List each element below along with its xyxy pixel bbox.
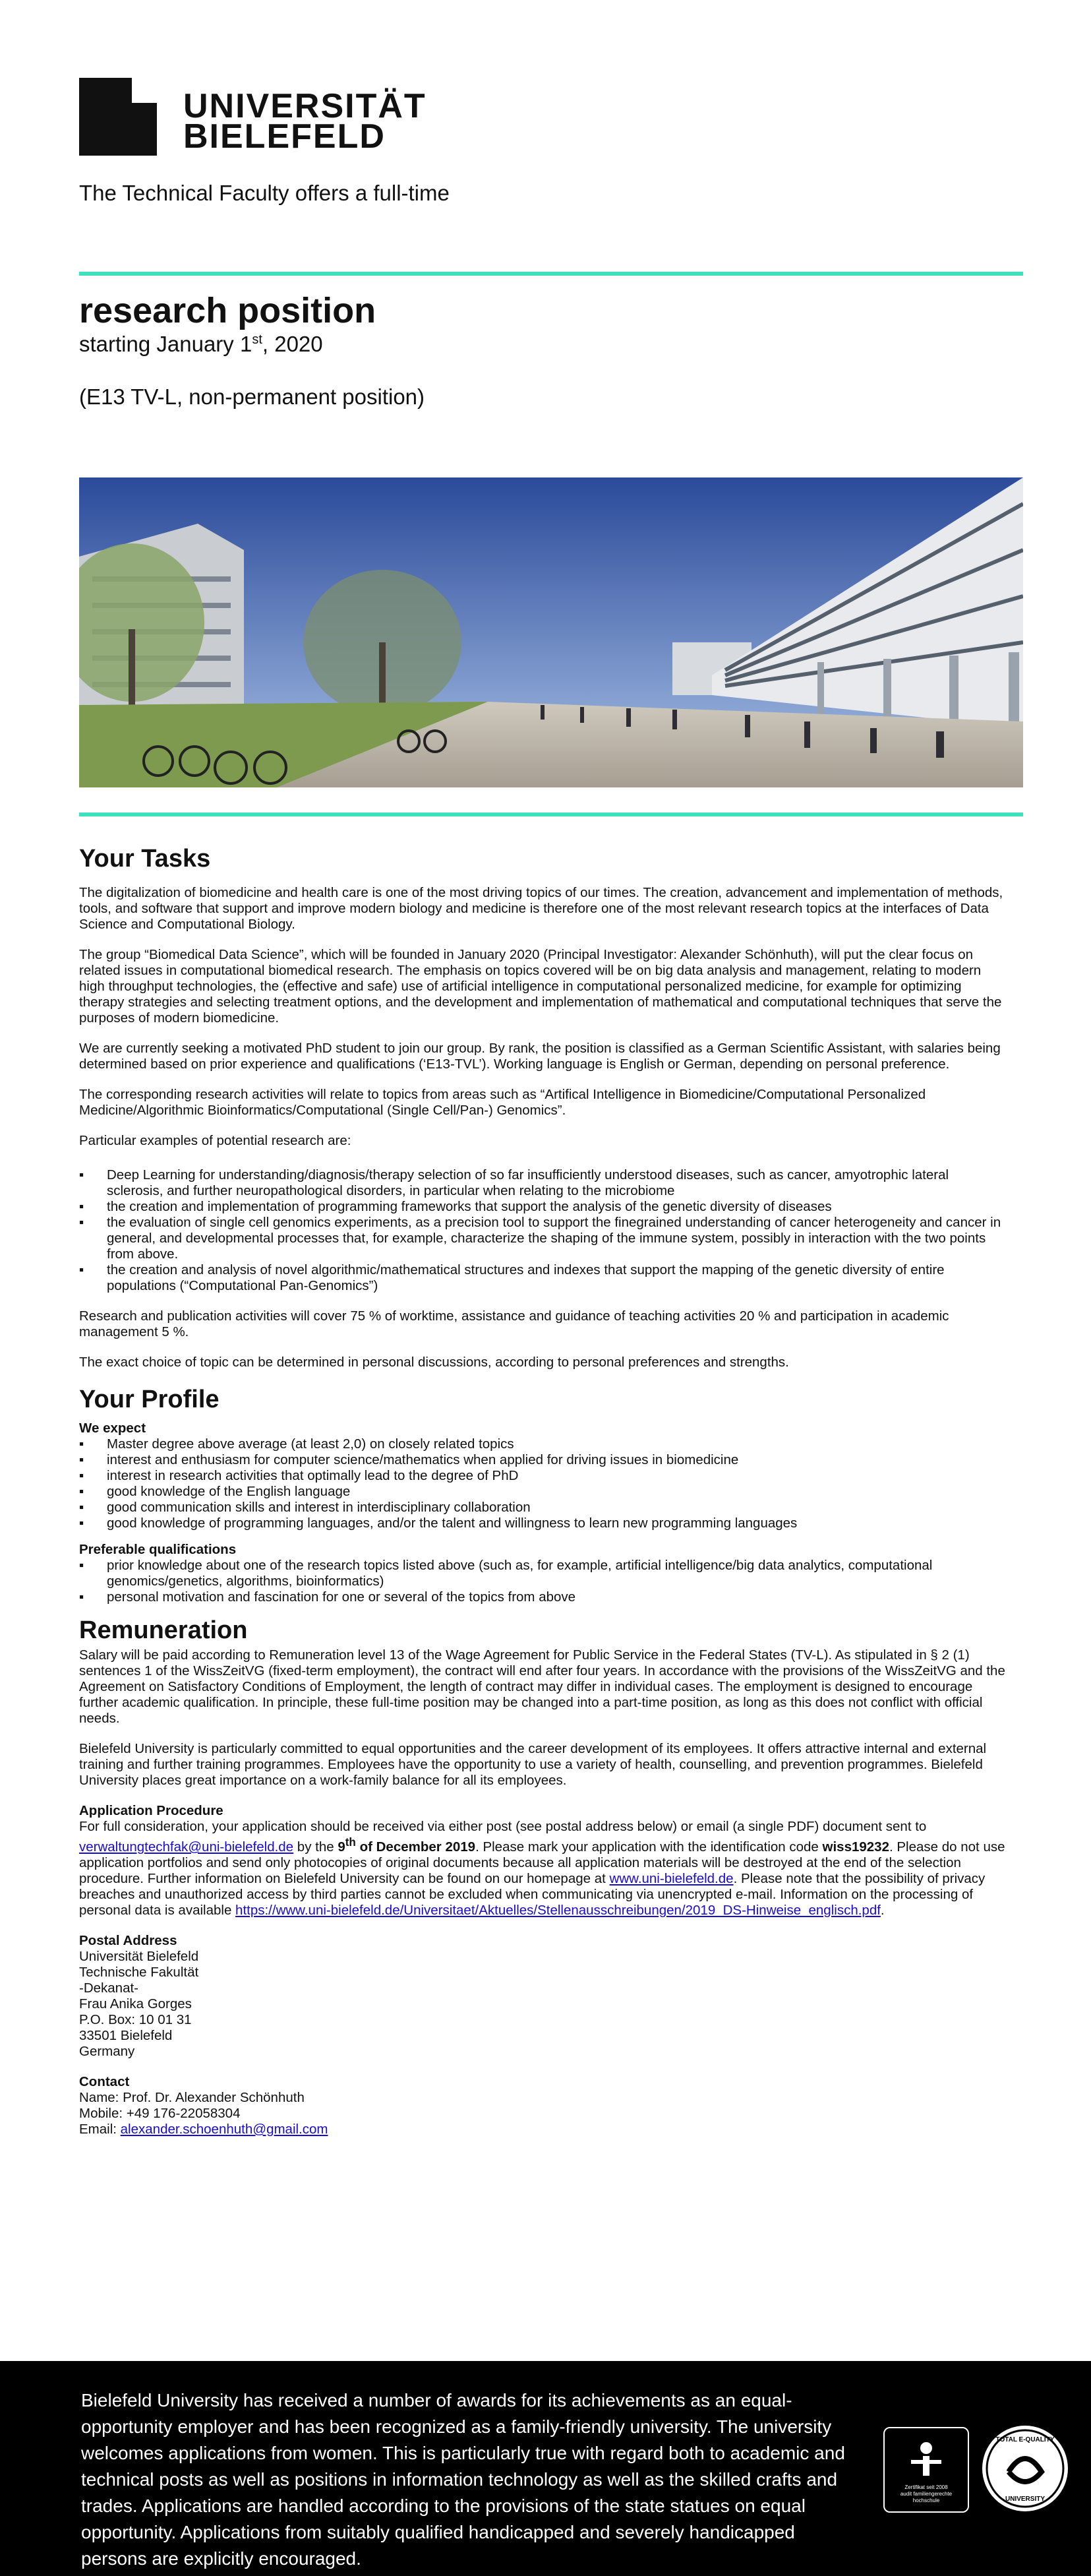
- application-email-link[interactable]: verwaltungtechfak@uni-bielefeld.de: [79, 1839, 294, 1855]
- contact-mobile: Mobile: +49 176-22058304: [79, 2105, 241, 2121]
- remuneration-paragraph-1: Salary will be paid according to Remuneration level 13 of the Wage Agreement for Public Service in the Federal States (TV-L). As stipulated in § 2 (1) sentences 1 of the WissZeitVG (fixed-term employment), the contract will end after four years. In accordance with the provisions of the WissZeitVG and the Agreement on Satisfactory Conditions of Employment, the length of contract may differ in individual cases. The employment is designed to encourage further academic qualification. In principle, these full-time position may be changed into a part-time position, as long as this does not conflict with official needs.: [79, 1647, 1005, 1726]
- svg-text:UNIVERSITY: UNIVERSITY: [1005, 2496, 1046, 2503]
- privacy-info-link[interactable]: https://www.uni-bielefeld.de/Universitaet/Aktuelles/Stellenausschreibungen/2019_DS-Hinweise_englisch.pdf: [235, 1902, 881, 1918]
- list-item: ▪ prior knowledge about one of the research topics listed above (such as, for example, artificial intelligence/big data analytics, computational genomics/genetics, algorithms, bioinformatics): [79, 1558, 1009, 1589]
- tasks-paragraph-6: Research and publication activities will cover 75 % of worktime, assistance and guidance of teaching activities 20 % and participation in academic management 5 %.: [79, 1308, 949, 1339]
- remuneration-heading: Remuneration: [79, 1616, 248, 1644]
- address-line: -Dekanat-: [79, 1980, 139, 1996]
- footer-banner: [0, 2361, 1091, 2576]
- profile-section: [79, 1385, 1009, 1605]
- svg-text:audit familiengerechte: audit familiengerechte: [900, 2491, 953, 2497]
- tasks-paragraph-4: The corresponding research activities will relate to topics from areas such as “Artifical Intelligence in Biomedicine/Computational Personalized Medicine/Algorithmic Bioinformatics/Computational (Single Cell/Pan-) Genomics”.: [79, 1087, 926, 1118]
- position-title: research position: [79, 291, 376, 330]
- tasks-paragraph-1: The digitalization of biomedicine and health care is one of the most driving topics of our times. The creation, advancement and implementation of methods, tools, and software that support and improve modern biology and medicine is therefore one of the most relevant research topics at the interfaces of Data Science and Computational Biology.: [79, 885, 1003, 932]
- tasks-paragraph-7: The exact choice of topic can be determined in personal discussions, according to personal preferences and strengths.: [79, 1355, 789, 1370]
- list-item: ▪ personal motivation and fascination for one or several of the topics from above: [79, 1589, 1009, 1605]
- tasks-heading: Your Tasks: [79, 845, 211, 873]
- address-line: Frau Anika Gorges: [79, 1996, 192, 2011]
- we-expect-list: [79, 1436, 1009, 1531]
- address-line: P.O. Box: 10 01 31: [79, 2011, 192, 2027]
- svg-text:TOTAL E-QUALITY: TOTAL E-QUALITY: [995, 2436, 1055, 2443]
- tasks-paragraph-2: The group “Biomedical Data Science”, which will be founded in January 2020 (Principal Investigator: Alexander Schönhuth), will put the clear focus on related issues in computational biomedical research. The emphasis on topics covered will be on big data analysis and management, relating to modern high throughput technologies, the (effective and safe) use of artificial intelligence in computational personalized medicine, for example for optimizing therapy strategies and selecting treatment options, and the development and implementation of mathematical and computational techniques that serve the purposes of modern biomedicine.: [79, 947, 1002, 1026]
- total-e-quality-seal-icon: [982, 2426, 1068, 2511]
- homepage-link[interactable]: www.uni-bielefeld.de: [609, 1870, 734, 1886]
- position-grade: (E13 TV-L, non-permanent position): [79, 384, 425, 409]
- remuneration-section: [79, 1616, 1009, 1789]
- university-logo-mark-icon: [79, 78, 157, 156]
- footer-equal-opportunity-text: Bielefeld University has received a number of awards for its achievements as an equal-opportunity employer and has been recognized as a family-friendly university. The university welcomes applications from women. This is particularly true with regard both to academic and technical posts as well as positions in information technology as well as the skilled crafts and trades. Applications are handled according to the provisions of the state statues on equal opportunity. Applications from suitably qualified handicapped and severely handicapped persons are explicitly encouraged.: [81, 2390, 845, 2569]
- svg-text:Zertifikat seit 2008: Zertifikat seit 2008: [904, 2484, 948, 2490]
- list-item: ▪ good communication skills and interest in interdisciplinary collaboration: [79, 1500, 1009, 1516]
- postal-address-heading: Postal Address: [79, 1932, 177, 1948]
- contact-email-row: Email: alexander.schoenhuth@gmail.com: [79, 2121, 328, 2137]
- list-item: ▪ interest in research activities that optimally lead to the degree of PhD: [79, 1468, 1009, 1484]
- campus-photo: [79, 477, 1023, 787]
- list-item: ▪ the creation and implementation of programming frameworks that support the analysis of the genetic diversity of diseases: [79, 1199, 1009, 1215]
- profile-heading: Your Profile: [79, 1386, 220, 1413]
- contact-section: [79, 2074, 1009, 2137]
- position-start-date: starting January 1st, 2020: [79, 332, 323, 356]
- application-heading: Application Procedure: [79, 1803, 223, 1818]
- posting-content: [79, 844, 1009, 2137]
- address-line: Universität Bielefeld: [79, 1948, 199, 1964]
- intro-line: The Technical Faculty offers a full-time: [79, 181, 450, 205]
- list-item: ▪ Master degree above average (at least 2,0) on closely related topics: [79, 1436, 1009, 1452]
- address-line: Technische Fakultät: [79, 1964, 199, 1980]
- tasks-paragraph-5: Particular examples of potential research are:: [79, 1133, 351, 1148]
- logo-line-1: UNIVERSITÄT: [183, 87, 427, 125]
- accent-rule-top: [79, 272, 1023, 276]
- contact-heading: Contact: [79, 2073, 130, 2089]
- logo-line-2: BIELEFELD: [183, 117, 386, 156]
- contact-name: Name: Prof. Dr. Alexander Schönhuth: [79, 2089, 305, 2105]
- application-text: For full consideration, your application should be received via either post (see postal address below) or email (a single PDF) document sent to verwaltungtechfak@uni-bielefeld.de by the 9th of December 2019. Please mark your application with the identification code wiss19232. Please do not use application portfolios and send only photocopies of original documents because all application materials will be destroyed at the end of the selection procedure. Further information on Bielefeld University can be found on our homepage at www.uni-bielefeld.de. Please note that the possibility of privacy breaches and unauthorized access by third parties cannot be excluded when communicating via unencrypted e-mail. Information on the processing of personal data is available https://www.uni-bielefeld.de/Universitaet/Aktuelles/Stellenausschreibungen/2019_DS-Hinweise_englisch.pdf.: [79, 1819, 1005, 1918]
- address-line: Germany: [79, 2043, 135, 2059]
- list-item: ▪ the creation and analysis of novel algorithmic/mathematical structures and indexes that support the mapping of the genetic diversity of entire populations (“Computational Pan-Genomics”): [79, 1262, 1009, 1294]
- university-wordmark: [183, 87, 427, 156]
- we-expect-label: We expect: [79, 1421, 146, 1436]
- tasks-paragraph-3: We are currently seeking a motivated PhD student to join our group. By rank, the position is classified as a German Scientific Assistant, with salaries being determined based on prior experience and qualifications (‘E13-TVL’). Working language is English or German, depending on personal preference.: [79, 1041, 1001, 1072]
- list-item: ▪ good knowledge of the English language: [79, 1484, 1009, 1500]
- preferable-qualifications-label: Preferable qualifications: [79, 1542, 237, 1557]
- contact-email-link[interactable]: alexander.schoenhuth@gmail.com: [120, 2121, 328, 2137]
- postal-address-section: [79, 1933, 1009, 2060]
- accent-rule-bottom: [79, 813, 1023, 816]
- research-examples-list: [79, 1167, 1009, 1294]
- tasks-section: [79, 844, 1009, 1370]
- university-logo: [79, 78, 427, 156]
- list-item: ▪ good knowledge of programming languages, and/or the talent and willingness to learn new programming languages: [79, 1516, 1009, 1531]
- list-item: ▪ Deep Learning for understanding/diagnosis/therapy selection of so far insufficiently understood diseases, such as cancer, amyotrophic lateral sclerosis, and further neuropathological disorders, in particular when relating to the microbiome: [79, 1167, 1009, 1199]
- family-audit-seal-icon: [883, 2427, 969, 2513]
- list-item: ▪ the evaluation of single cell genomics experiments, as a precision tool to support the finegrained understanding of cancer heterogeneity and cancer in general, and developmental processes that, for example, characterize the shaping of the immune system, possibly in interaction with the two points from above.: [79, 1215, 1009, 1262]
- svg-text:hochschule: hochschule: [912, 2498, 940, 2503]
- list-item: ▪ interest and enthusiasm for computer science/mathematics when applied for driving issues in biomedicine: [79, 1452, 1009, 1468]
- remuneration-paragraph-2: Bielefeld University is particularly committed to equal opportunities and the career development of its employees. It offers attractive internal and external training and further training programmes. Employees have the opportunity to use a variety of health, counselling, and prevention programmes. Bielefeld University places great importance on a work-family balance for all its employees.: [79, 1741, 987, 1788]
- preferable-qualifications-list: [79, 1558, 1009, 1605]
- address-line: 33501 Bielefeld: [79, 2027, 173, 2043]
- application-section: [79, 1803, 1009, 1918]
